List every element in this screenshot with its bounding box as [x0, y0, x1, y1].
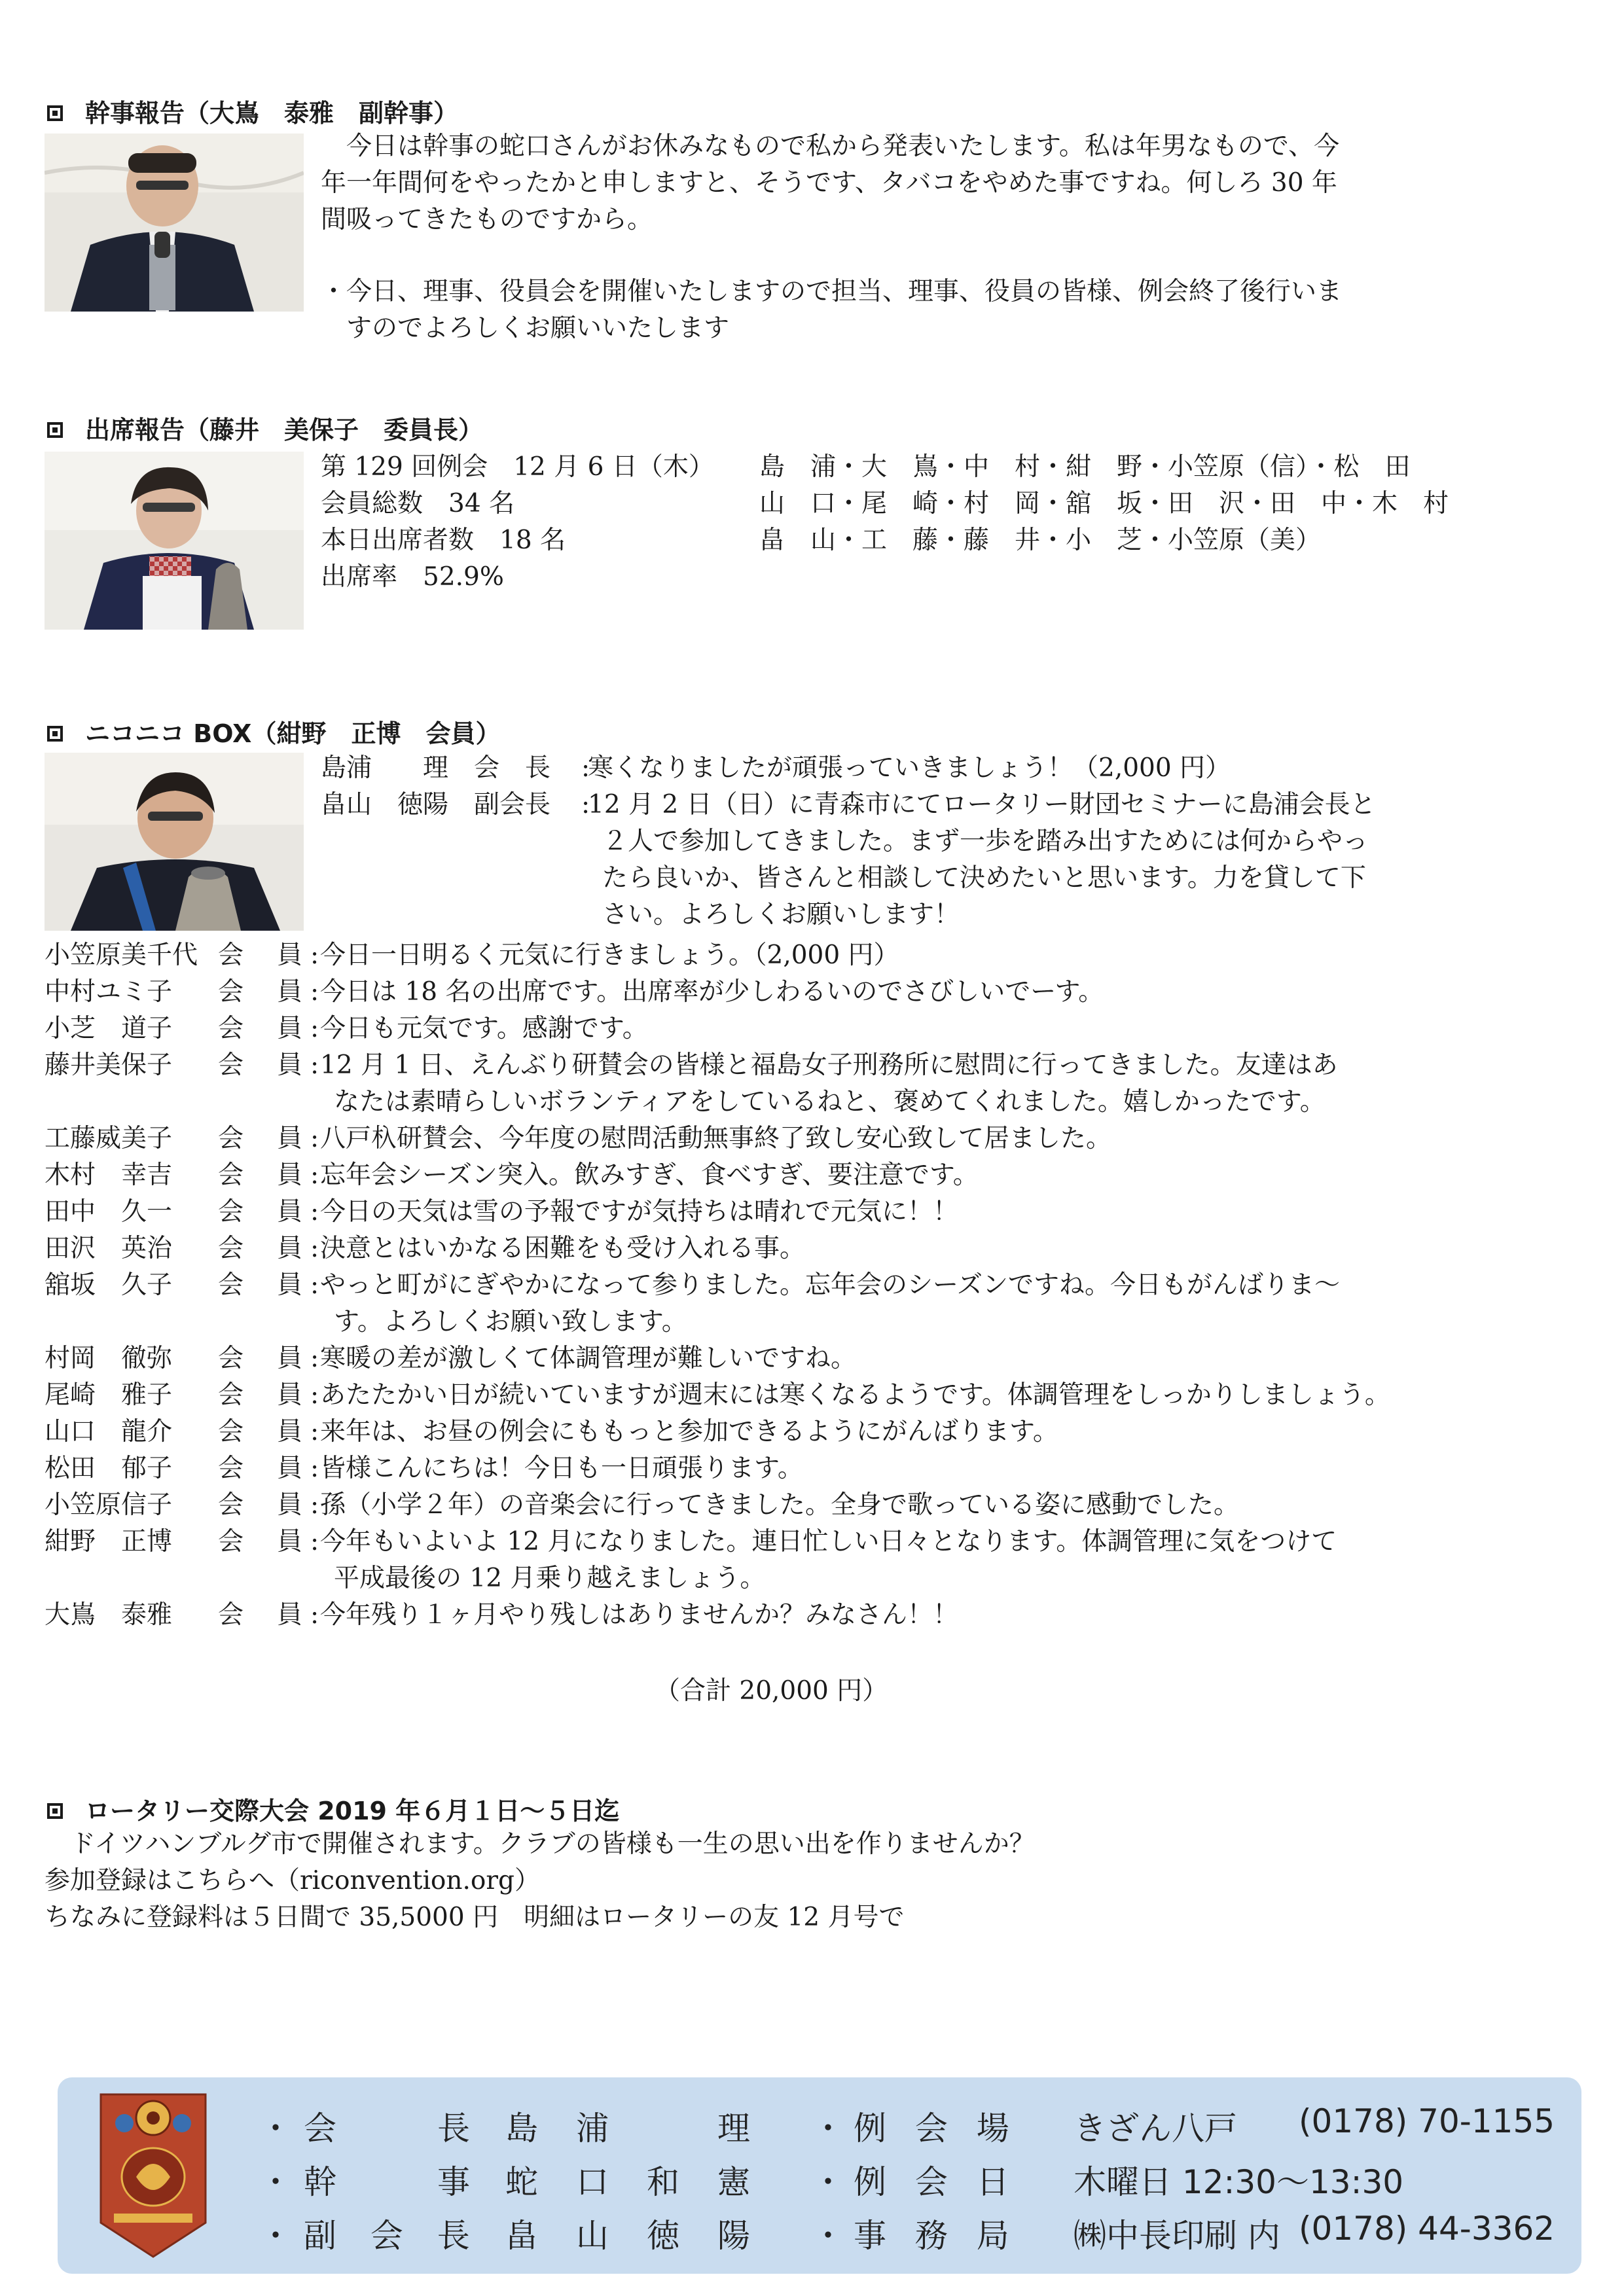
- attendee-names: [759, 449, 1449, 559]
- text-line: 参加登録はこちらへ（riconvention.org）: [45, 1866, 541, 1895]
- entry-name: 大嶌 泰雅: [45, 1600, 173, 1630]
- meeting-info-label: ・例 会 日: [812, 2163, 1019, 2201]
- entry-role: 会: [218, 1600, 244, 1630]
- officer-name: 蛇 口 和 憲: [505, 2163, 753, 2201]
- entry-comment: 今年もいよいよ 12 月になりました。連日忙しい日々となります。体調管理に気をつけて: [320, 1527, 1337, 1556]
- entry-role: 会: [218, 1454, 244, 1483]
- entry-comment: 寒くなりましたが頑張っていきましょう！（2,000 円）: [588, 753, 1231, 783]
- meeting-info-label: ・事 務 局: [812, 2217, 1019, 2255]
- entry-role: 会: [218, 1527, 244, 1556]
- section-heading-attendance: [47, 410, 483, 446]
- entry-name: 紺野 正博: [45, 1527, 173, 1556]
- officer-role: ・副 会 長: [259, 2217, 482, 2255]
- entry-role: 員: [277, 1490, 303, 1520]
- entry-comment: す。よろしくお願い致します。: [334, 1307, 687, 1336]
- entry-name: 田中 久一: [45, 1197, 173, 1227]
- text-line: ・今日、理事、役員会を開催いたしますので担当、理事、役員の皆様、例会終了後行いま: [321, 277, 1343, 306]
- entry-comment: さい。よろしくお願いします！: [602, 900, 960, 929]
- entry-comment: 平成最後の 12 月乗り越えましょう。: [334, 1564, 766, 1593]
- entry-name: 舘坂 久子: [45, 1270, 173, 1300]
- convention-text: [45, 1826, 1035, 1936]
- entry-comment: 12 月 1 日、えんぶり研賛会の皆様と福島女子刑務所に慰問に行ってきました。友達はあ: [320, 1050, 1338, 1080]
- attendee-row: 山 口・尾 崎・村 岡・舘 坂・田 沢・田 中・木 村: [759, 489, 1449, 518]
- entry-role: 員: [277, 1197, 303, 1227]
- entry-role: 員: [277, 1014, 303, 1043]
- text-line: 年一年間何をやったかと申しますと、そうです、タバコをやめた事ですね。何しろ 30 年: [321, 168, 1337, 198]
- entry-name: 小笠原信子: [45, 1490, 173, 1520]
- section-heading-convention: [47, 1791, 619, 1827]
- phone-number: (0178) 44-3362: [1299, 2210, 1555, 2248]
- officer-name: 畠 山 徳 陽: [505, 2217, 753, 2255]
- entry-role: 員: [277, 1124, 303, 1153]
- meeting-info-value: 木曜日 12:30～13:30: [1074, 2163, 1404, 2201]
- text-line: ドイツハンブルグ市で開催されます。クラブの皆様も一生の思い出を作りませんか？: [45, 1829, 1035, 1859]
- entry-role: 会: [218, 1160, 244, 1190]
- officer-role: ・会 長: [259, 2109, 482, 2147]
- attendee-row: 島 浦・大 嶌・中 村・紺 野・小笠原（信）・松 田: [759, 452, 1411, 482]
- entry-name: 松田 郁子: [45, 1454, 173, 1483]
- entry-name: 小芝 道子: [45, 1014, 173, 1043]
- entry-name: 藤井美保子: [45, 1050, 173, 1080]
- entry-role: 会: [218, 1417, 244, 1446]
- entry-role: 会: [218, 941, 244, 970]
- entry-comment: 12 月 2 日（日）に青森市にてロータリー財団セミナーに島浦会長と: [588, 790, 1376, 819]
- entry-comment: あたたかい日が続いていますが週末には寒くなるようです。体調管理をしっかりしましょう。: [320, 1380, 1390, 1410]
- photo-secretary: [45, 134, 304, 312]
- entry-name: 山口 龍介: [45, 1417, 173, 1446]
- entry-role: 会: [218, 1270, 244, 1300]
- entry-role: 会: [218, 1344, 244, 1373]
- square-bullet-icon: [47, 726, 63, 742]
- officer-role: ・幹 事: [259, 2163, 482, 2201]
- entry-role: 会: [218, 1050, 244, 1080]
- text-line: 間吸ってきたものですから。: [321, 205, 653, 234]
- entry-comment: 皆様こんにちは！今日も一日頑張ります。: [320, 1454, 803, 1483]
- entry-role: 員: [277, 1160, 303, 1190]
- entry-comment: 今年残り１ヶ月やり残しはありませんか？みなさん！！: [320, 1600, 959, 1630]
- entry-role: 員: [277, 1454, 303, 1483]
- attendance-rate: 出席率 52.9%: [321, 562, 504, 592]
- entry-name: 畠山 徳陽 副会長: [321, 790, 551, 819]
- member-total: 会員総数 34 名: [321, 489, 515, 518]
- section-heading-secretary-report: [47, 93, 458, 129]
- section-title: 幹事報告（大嶌 泰雅 副幹事）: [85, 99, 459, 128]
- phone-number: (0178) 70-1155: [1299, 2102, 1555, 2140]
- entry-comment: なたは素晴らしいボランティアをしているねと、褒めてくれました。嬉しかったです。: [334, 1087, 1326, 1117]
- entry-comment: 忘年会シーズン突入。飲みすぎ、食べすぎ、要注意です。: [320, 1160, 979, 1190]
- text-line: ちなみに登録料は５日間で 35,5000 円 明細はロータリーの友 12 月号で: [45, 1903, 905, 1932]
- entry-role: 会: [218, 1490, 244, 1520]
- entry-comment: 今日一日明るく元気に行きましょう。（2,000 円）: [320, 941, 899, 970]
- text-line: すのでよろしくお願いいたします: [321, 314, 730, 343]
- entry-comment: 八戸杁研賛会、今年度の慰問活動無事終了致し安心致して居ました。: [320, 1124, 1112, 1153]
- entry-comment: 今日の天気は雪の予報ですが気持ちは晴れで元気に！！: [320, 1197, 959, 1227]
- entry-name: 島浦 理 会 長: [321, 753, 551, 783]
- meeting-info-value: ㈱中長印刷 内: [1074, 2217, 1280, 2255]
- square-bullet-icon: [47, 1803, 63, 1819]
- entry-role: 員: [277, 1380, 303, 1410]
- attendance-stats: [321, 449, 714, 596]
- club-banner-icon: [98, 2092, 208, 2259]
- entry-role: 員: [277, 1527, 303, 1556]
- entry-comment: 孫（小学２年）の音楽会に行ってきました。全身で歌っている姿に感動でした。: [320, 1490, 1240, 1520]
- entry-role: 会: [218, 1380, 244, 1410]
- secretary-report-text: [321, 128, 1342, 347]
- entry-role: 員: [277, 977, 303, 1007]
- meeting-info-value: きざん八戸: [1074, 2109, 1237, 2147]
- entry-name: 尾崎 雅子: [45, 1380, 173, 1410]
- entry-comment: 今日は 18 名の出席です。出席率が少しわるいのでさびしいでーす。: [320, 977, 1104, 1007]
- entry-name: 田沢 英治: [45, 1234, 173, 1263]
- attendee-row: 畠 山・工 藤・藤 井・小 芝・小笠原（美）: [759, 526, 1322, 555]
- square-bullet-icon: [47, 422, 63, 438]
- entry-role: 会: [218, 977, 244, 1007]
- entry-role: 会: [218, 1014, 244, 1043]
- entry-role: 員: [277, 1234, 303, 1263]
- entry-name: 木村 幸吉: [45, 1160, 173, 1190]
- entry-comment: 寒暖の差が激しくて体調管理が難しいですね。: [320, 1344, 857, 1373]
- attendees-today: 本日出席者数 18 名: [321, 526, 566, 555]
- entry-comment: 今日も元気です。感謝です。: [320, 1014, 648, 1043]
- niko-total: （合計 20,000 円）: [655, 1676, 888, 1706]
- meeting-info-label: ・例 会 場: [812, 2109, 1019, 2147]
- entry-comment: ２人で参加してきました。まず一歩を踏み出すためには何からやっ: [602, 827, 1369, 856]
- entry-comment: たら良いか、皆さんと相談して決めたいと思います。力を貸して下: [602, 863, 1366, 893]
- entry-name: 工藤威美子: [45, 1124, 173, 1153]
- entry-role: 員: [277, 1600, 303, 1630]
- officer-name: 島 浦 理: [505, 2109, 753, 2147]
- entry-name: 中村ユミ子: [45, 977, 173, 1007]
- section-title: ニコニコ BOX（紺野 正博 会員）: [85, 719, 501, 748]
- square-bullet-icon: [47, 105, 63, 121]
- photo-attendance-chair: [45, 452, 304, 630]
- entry-role: 員: [277, 1050, 303, 1080]
- entry-role: 員: [277, 941, 303, 970]
- entry-role: 員: [277, 1270, 303, 1300]
- entry-name: 村岡 徹弥: [45, 1344, 173, 1373]
- entry-role: 会: [218, 1124, 244, 1153]
- entry-comment: 来年は、お昼の例会にももっと参加できるようにがんばります。: [320, 1417, 1058, 1446]
- entry-role: 会: [218, 1197, 244, 1227]
- entry-role: 員: [277, 1417, 303, 1446]
- photo-niko-box: [45, 753, 304, 931]
- section-heading-niko-box: [47, 713, 500, 749]
- text-line: 今日は幹事の蛇口さんがお休みなもので私から発表いたします。私は年男なもので、今: [321, 132, 1340, 161]
- entry-comment: 決意とはいかなる困難をも受け入れる事。: [320, 1234, 806, 1263]
- entry-role: 員: [277, 1344, 303, 1373]
- section-title: ロータリー交際大会 2019 年６月１日～５日迄: [85, 1797, 620, 1825]
- entry-role: 会: [218, 1234, 244, 1263]
- meeting-number: 第 129 回例会 12 月 6 日（木）: [321, 452, 714, 482]
- entry-comment: やっと町がにぎやかになって参りました。忘年会のシーズンですね。今日もがんばりま～: [320, 1270, 1341, 1300]
- section-title: 出席報告（藤井 美保子 委員長）: [85, 416, 484, 444]
- entry-name: 小笠原美千代: [45, 941, 198, 970]
